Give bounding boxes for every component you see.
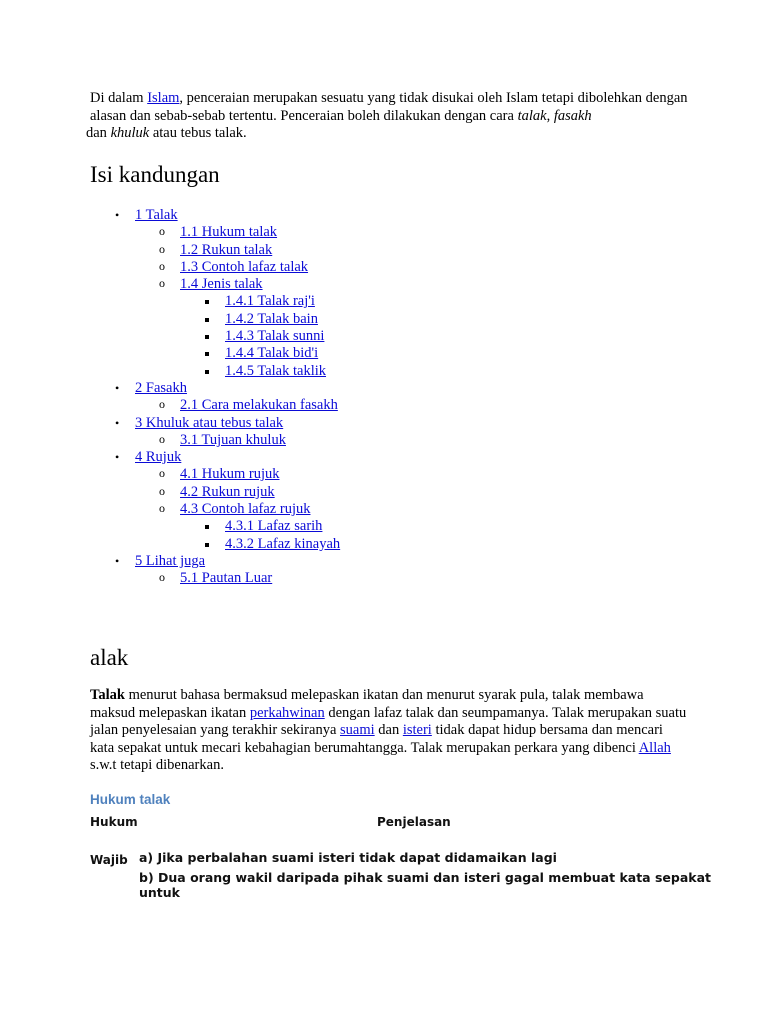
table-header-penjelasan: Penjelasan	[377, 815, 451, 829]
toc-link[interactable]: 1.4.5 Talak taklik	[225, 362, 327, 379]
toc-item	[180, 345, 340, 362]
toc-item	[135, 484, 340, 501]
toc-item	[180, 518, 340, 535]
talak-paragraph	[90, 687, 690, 775]
subsection-heading: Hukum talak	[90, 792, 171, 807]
term-talak: talak	[517, 107, 547, 124]
toc-item	[135, 276, 340, 380]
toc-item	[135, 570, 340, 587]
intro-paragraph	[86, 90, 690, 143]
term-khuluk: khuluk	[110, 125, 150, 141]
toc-heading: Isi kandungan	[90, 162, 220, 187]
toc-link[interactable]: 1.1 Hukum talak	[180, 224, 278, 241]
toc-link[interactable]: 4 Rujuk	[135, 449, 182, 466]
table-cell-penjelasan-line: b) Dua orang wakil daripada pihak suami dan isteri gagal membuat kata sepakat untuk	[139, 870, 711, 900]
content-area	[86, 90, 711, 900]
toc-link[interactable]: 1 Talak	[135, 207, 178, 223]
toc-link[interactable]: 1.4.3 Talak sunni	[225, 328, 325, 345]
toc-item	[135, 432, 340, 449]
toc-item	[135, 397, 340, 414]
toc-link[interactable]: 3 Khuluk atau tebus talak	[135, 414, 284, 431]
body-text: tidak dapat hidup bersama dan mencari kata sepakat untuk mecari kebahagian berumahtangga. Talak merupakan perkara yang dibenci	[90, 722, 663, 756]
toc-link[interactable]: 4.3.1 Lafaz sarih	[225, 518, 323, 535]
term-fasakh: fasakh	[553, 107, 592, 124]
body-text: s.w.t tetapi dibenarkan.	[90, 757, 224, 773]
toc-item	[180, 293, 340, 310]
intro-text: dan	[86, 125, 111, 141]
table-header-hukum: Hukum	[90, 815, 138, 829]
toc-link[interactable]: 3.1 Tujuan khuluk	[180, 431, 286, 448]
toc-item	[180, 328, 340, 345]
table-cell-hukum: Wajib	[90, 853, 128, 867]
section-heading: alak	[90, 645, 129, 670]
toc-link[interactable]: 4.1 Hukum rujuk	[180, 466, 280, 483]
toc-link[interactable]: 2 Fasakh	[135, 379, 187, 396]
toc-link[interactable]: 5 Lihat juga	[135, 552, 206, 569]
toc-link[interactable]: 1.2 Rukun talak	[180, 241, 273, 258]
link-islam[interactable]: Islam	[147, 90, 180, 106]
toc-link[interactable]: 1.4 Jenis talak	[180, 276, 263, 293]
body-text: menurut bahasa bermaksud melepaskan ikatan dan menurut syarak pula, talak membawa maksud melepaskan ikatan	[90, 687, 644, 721]
toc-item	[135, 466, 340, 483]
table-cell-penjelasan-line: a) Jika perbalahan suami isteri tidak dapat didamaikan lagi	[139, 850, 557, 865]
toc-item	[180, 363, 340, 380]
term-talak-bold: Talak	[90, 687, 125, 703]
toc-link[interactable]: 2.1 Cara melakukan fasakh	[180, 397, 338, 414]
toc-item	[180, 536, 340, 553]
toc-link[interactable]: 4.2 Rukun rujuk	[180, 483, 275, 500]
toc-item	[90, 380, 340, 415]
table-of-contents	[90, 162, 340, 588]
toc-link[interactable]: 1.4.4 Talak bid'i	[225, 345, 319, 362]
toc-link[interactable]: 1.4.1 Talak raj'i	[225, 293, 315, 310]
toc-link[interactable]: 4.3.2 Lafaz kinayah	[225, 535, 341, 552]
toc-item	[180, 311, 340, 328]
toc-item	[90, 415, 340, 450]
link-isteri[interactable]: isteri	[402, 722, 432, 738]
toc-link[interactable]: 1.4.2 Talak bain	[225, 310, 318, 327]
toc-item	[90, 207, 340, 380]
toc-link[interactable]: 1.3 Contoh lafaz talak	[180, 258, 309, 275]
toc-list	[90, 207, 340, 588]
toc-item	[90, 553, 340, 588]
toc-item	[135, 501, 340, 553]
toc-item	[135, 242, 340, 259]
toc-link[interactable]: 5.1 Pautan Luar	[180, 570, 273, 587]
toc-item	[90, 449, 340, 553]
link-allah[interactable]: Allah	[638, 739, 671, 756]
link-perkahwinan[interactable]: perkahwinan	[249, 704, 325, 721]
intro-text: Di dalam	[90, 90, 148, 106]
link-suami[interactable]: suami	[340, 722, 375, 738]
toc-link[interactable]: 4.3 Contoh lafaz rujuk	[180, 501, 311, 518]
body-text: dan	[374, 722, 403, 738]
intro-text: ,	[546, 107, 554, 124]
toc-item	[135, 224, 340, 241]
toc-item	[135, 259, 340, 276]
body-text: dengan lafaz talak dan seumpamanya. Talak merupakan suatu jalan penyelesaian yang terakhir sekiranya	[90, 704, 687, 738]
intro-text: , penceraian merupakan sesuatu yang tidak disukai oleh Islam tetapi dibolehkan dengan alasan dan sebab-sebab tertentu. Penceraian boleh dilakukan dengan cara	[90, 90, 688, 124]
intro-text: atau tebus talak.	[149, 125, 247, 141]
